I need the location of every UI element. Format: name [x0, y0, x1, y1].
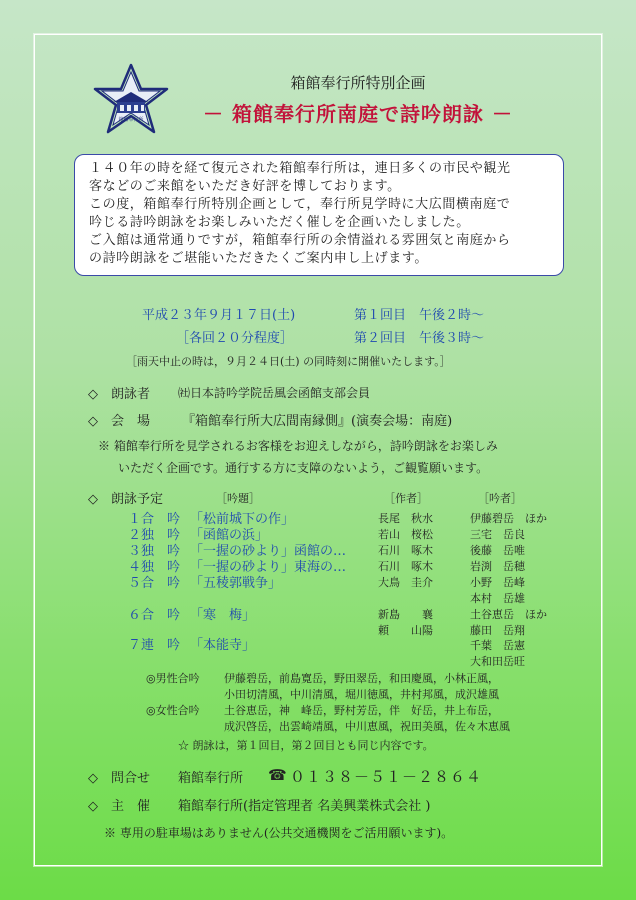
- program-item-author: 若山 桜松: [378, 528, 433, 541]
- event-title: － 箱館奉行所南庭で詩吟朗詠 －: [203, 102, 513, 126]
- program-item-title: 「寒 梅」: [190, 608, 256, 623]
- contact-name: 箱館奉行所: [178, 771, 244, 786]
- program-item-author: 石川 啄木: [378, 560, 433, 573]
- program-col-title: ［吟題］: [216, 492, 260, 505]
- program-item-reciter: 伊藤碧岳 ほか: [470, 512, 547, 525]
- program-item-reciter: 後藤 岳唯: [470, 544, 525, 557]
- session-1-time: 第１回目 午後２時～: [354, 308, 485, 323]
- program-item-reciter: 岩渕 岳穂: [470, 560, 525, 573]
- venue-label: ◇ 会 場: [88, 414, 150, 429]
- intro-line: 吟じる詩吟朗詠をお楽しみいただく催しを企画いたしました。: [89, 215, 470, 230]
- male-ensemble-line2: 小田切清風，中川清風，堀川徳風，井村邦風，成沢雄風: [224, 688, 499, 701]
- contact-phone: ０１３８－５１－２８６４: [290, 768, 483, 786]
- contact-label: ◇ 問合せ: [88, 771, 150, 786]
- program-item-reciter: 土谷恵岳 ほか: [470, 608, 547, 621]
- program-item-reciter: 千葉 岳憲: [470, 639, 525, 652]
- program-item-title: 「五稜郭戦争」: [190, 576, 282, 591]
- program-item-no: ２独 吟: [128, 528, 181, 543]
- program-col-reciter: ［吟者］: [478, 492, 522, 505]
- session-duration: ［各回２０分程度］: [176, 331, 294, 346]
- program-item-title: 「松前城下の作」: [190, 512, 295, 527]
- program-item-title: 「函館の浜」: [190, 528, 269, 543]
- program-item-title: 「本能寺」: [190, 638, 256, 653]
- program-item-no: １合 吟: [128, 512, 181, 527]
- program-item-author: 新島 襄: [378, 608, 433, 621]
- program-item-no: ４独 吟: [128, 560, 181, 575]
- program-item-reciter: 小野 岳峰: [470, 576, 525, 589]
- parking-note: ※ 専用の駐車場はありません(公共交通機関をご活用願います)。: [104, 826, 454, 840]
- program-item-author: 頼 山陽: [378, 624, 433, 637]
- intro-line: の詩吟朗詠をご堪能いただきたくご案内申し上げます。: [89, 251, 428, 266]
- program-item-author: 長尾 秋水: [378, 512, 433, 525]
- event-date: 平成２３年９月１７日(土): [142, 308, 296, 323]
- performer-label: ◇ 朗詠者: [88, 387, 150, 402]
- sponsor-value: 箱館奉行所(指定管理者 名美興業株式会社 ): [178, 799, 431, 814]
- session-2-time: 第２回目 午後３時～: [354, 331, 485, 346]
- female-ensemble-label: ◎女性合吟: [146, 704, 200, 717]
- program-col-author: ［作者］: [384, 492, 428, 505]
- rain-note: ［雨天中止の時は，９月２４日(土) の同時刻に開催いたします。］: [126, 355, 451, 368]
- program-item-title: 「一握の砂より」東海の…: [190, 560, 347, 575]
- program-item-reciter: 三宅 岳良: [470, 528, 525, 541]
- male-ensemble-line1: 伊藤碧岳，前島寛岳，野田翠岳，和田慶風，小林正風，: [224, 672, 499, 685]
- program-item-author: 大鳥 圭介: [378, 576, 433, 589]
- phone-icon: ☎: [268, 766, 287, 784]
- venue-note-line1: ※ 箱館奉行所を見学されるお客様をお迎えしながら，詩吟朗詠をお楽しみ: [98, 439, 498, 453]
- svg-text:箱館奉行所: 箱館奉行所: [118, 117, 144, 123]
- intro-line: 客などのご来館をいただき好評を博しております。: [89, 179, 401, 194]
- program-item-no: ５合 吟: [128, 576, 181, 591]
- intro-line: １４０年の時を経て復元された箱館奉行所は，連日多くの市民や観光: [89, 161, 511, 176]
- program-item-reciter: 大和田岳旺: [470, 655, 525, 668]
- program-item-no: ６合 吟: [128, 608, 181, 623]
- female-ensemble-line2: 成沢啓岳，出雲崎靖風，中川恵風，祝田美風，佐々木恵風: [224, 720, 510, 733]
- program-note: ☆ 朗詠は，第１回目，第２回目とも同じ内容です。: [178, 739, 434, 752]
- intro-box: [74, 154, 564, 276]
- program-item-reciter: 本村 岳雄: [470, 592, 525, 605]
- male-ensemble-label: ◎男性合吟: [146, 672, 200, 685]
- program-label: ◇ 朗詠予定: [88, 492, 163, 507]
- program-item-reciter: 藤田 岳翔: [470, 624, 525, 637]
- program-item-no: ３独 吟: [128, 544, 181, 559]
- program-item-title: 「一握の砂より」函館の…: [190, 544, 347, 559]
- venue-value: 『箱館奉行所大広間南縁側』(演奏会場：南庭): [182, 414, 453, 429]
- intro-line: この度，箱館奉行所特別企画として，奉行所見学時に大広間横南庭で: [89, 197, 511, 212]
- venue-note-line2: いただく企画です。通行する方に支障のないよう，ご観覧願います。: [118, 461, 489, 475]
- sponsor-label: ◇ 主 催: [88, 799, 150, 814]
- performer-value: ㈳日本詩吟学院岳風会函館支部会員: [178, 386, 371, 400]
- intro-line: ご入館は通常通りですが，箱館奉行所の余情溢れる雰囲気と南庭から: [89, 233, 511, 248]
- female-ensemble-line1: 土谷恵岳，神 峰岳，野村芳岳，伴 好岳，井上布岳，: [224, 704, 499, 717]
- program-item-author: 石川 啄木: [378, 544, 433, 557]
- organization-heading: 箱館奉行所特別企画: [290, 74, 426, 92]
- program-item-no: ７連 吟: [128, 638, 181, 653]
